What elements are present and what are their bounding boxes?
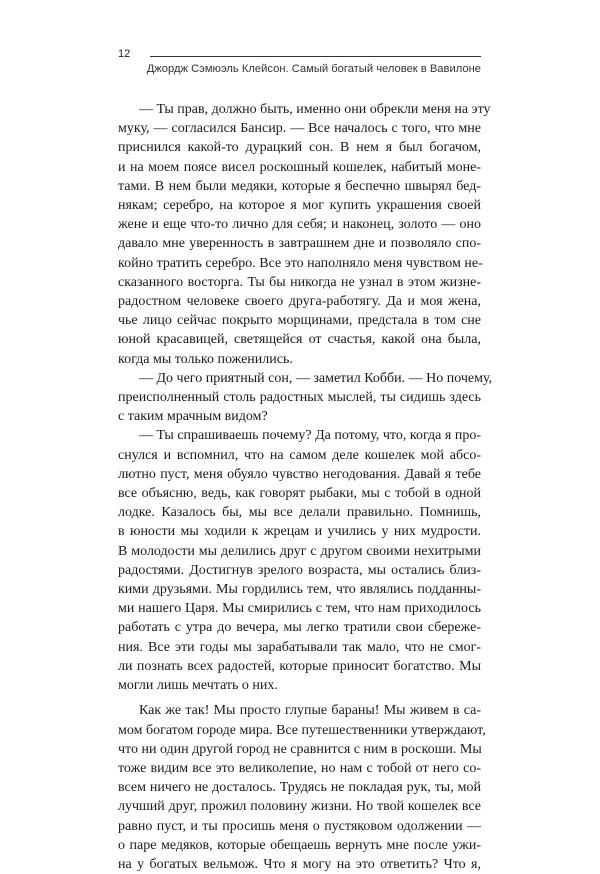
text-line: радостями. Достигнув зрелого возраста, мы остались близ- [118,562,481,578]
text-line: с таким мрачным видом? [118,409,268,425]
body-text [118,100,493,874]
paragraph [118,426,481,695]
text-line: все объясню, ведь, как говорят рыбаки, мы с тобой в одной [118,486,481,502]
paragraph [118,701,486,874]
text-line: някам; серебро, на которое я мог купить украшения своей [118,198,481,214]
paragraph [118,100,491,369]
text-line: равно пуст, и ты просишь меня о пустяковом одолжении — [118,818,481,834]
text-line: и на моем поясе висел роскошный кошелек, набитый моне- [118,159,481,175]
text-line: Как же так! Мы просто глупые бараны! Мы живем в са- [139,703,481,719]
text-line: тоже видим все это великолепие, но нам с тобой от него со- [118,760,481,776]
text-line: тами. В нем были медяки, которые я беспечно швырял бед- [118,178,481,194]
text-line: ли познать всех радостей, которые приносит богатство. Мы [118,658,481,674]
text-line: лодке. Казалось бы, мы все делали правильно. Помнишь, [118,505,481,521]
text-line: мом богатом городе мира. Все путешественники утверждают, [118,722,486,738]
text-line: — До чего приятный сон, — заметил Кобби. — Но почему, [139,370,493,386]
text-line: снулся и вспомнил, что на самом деле кошелек мой абсо- [118,447,481,463]
text-line: на у богатых вельмож. Что я могу на это ответить? Что я, [118,856,481,872]
text-line: лютно пуст, меня обуяло чувство негодования. Давай я тебе [118,466,481,482]
text-line: о паре медяков, которые обещаешь вернуть мне после ужи- [118,837,481,853]
page-number: 12 [118,48,131,60]
text-line: лучший друг, прожил половину жизни. Но твой кошелек все [118,799,481,815]
text-line: радостном человеке своего друга-работягу. Да и моя жена, [118,294,481,310]
text-line: приснился какой-то дурацкий сон. В нем я был богачом, [118,140,481,156]
header-rule [150,56,481,57]
text-line: что ни один другой город не сравнится с ним в роскоши. Мы [118,741,482,757]
text-line: могли лишь мечтать о них. [118,678,278,694]
text-line: — Ты прав, должно быть, именно они обрекли меня на эту [139,102,491,117]
text-line: В молодости мы делились друг с другом своими нехитрыми [118,543,481,559]
text-line: кими друзьями. Мы гордились тем, что являлись подданны- [118,582,481,598]
text-line: юной красавицей, светящейся от счастья, какой она была, [118,332,481,348]
text-line: муку, — согласился Бансир. — Все началось с того, что мне [118,121,481,137]
text-line: давало мне уверенность в завтрашнем дне и позволяло спо- [118,236,481,252]
text-line: сказанного восторга. Ты бы никогда не узнал в этом жизне- [118,274,481,290]
paragraph [118,369,493,427]
text-line: всем ничего не досталось. Трудясь не покладая рук, ты, мой [118,780,481,796]
text-line: — Ты спрашиваешь почему? Да потому, что, когда я про- [139,428,481,444]
text-line: ния. Все эти годы мы зарабатывали так мало, что не смог- [118,639,481,655]
text-line: работать с утра до вечера, мы легко тратили свои сбереже- [118,620,481,636]
running-head: Джордж Сэмюэль Клейсон. Самый богатый человек в Вавилоне [146,63,481,75]
text-line: когда мы только поженились. [118,351,293,367]
text-line: чье лицо сейчас покрыто морщинами, предстала в том сне [118,313,481,329]
text-line: в юности мы ходили к жрецам и учились у них мудрости. [118,524,481,540]
text-line: койно тратить серебро. Все это наполняло меня чувством не- [118,255,483,271]
text-line: жене и еще что-то лично для себя; и наконец, золото — оно [118,217,481,233]
text-line: ми нашего Царя. Мы смирились с тем, что нам приходилось [118,601,481,617]
text-line: преисполненный столь радостных мыслей, ты сидишь здесь [118,390,481,406]
